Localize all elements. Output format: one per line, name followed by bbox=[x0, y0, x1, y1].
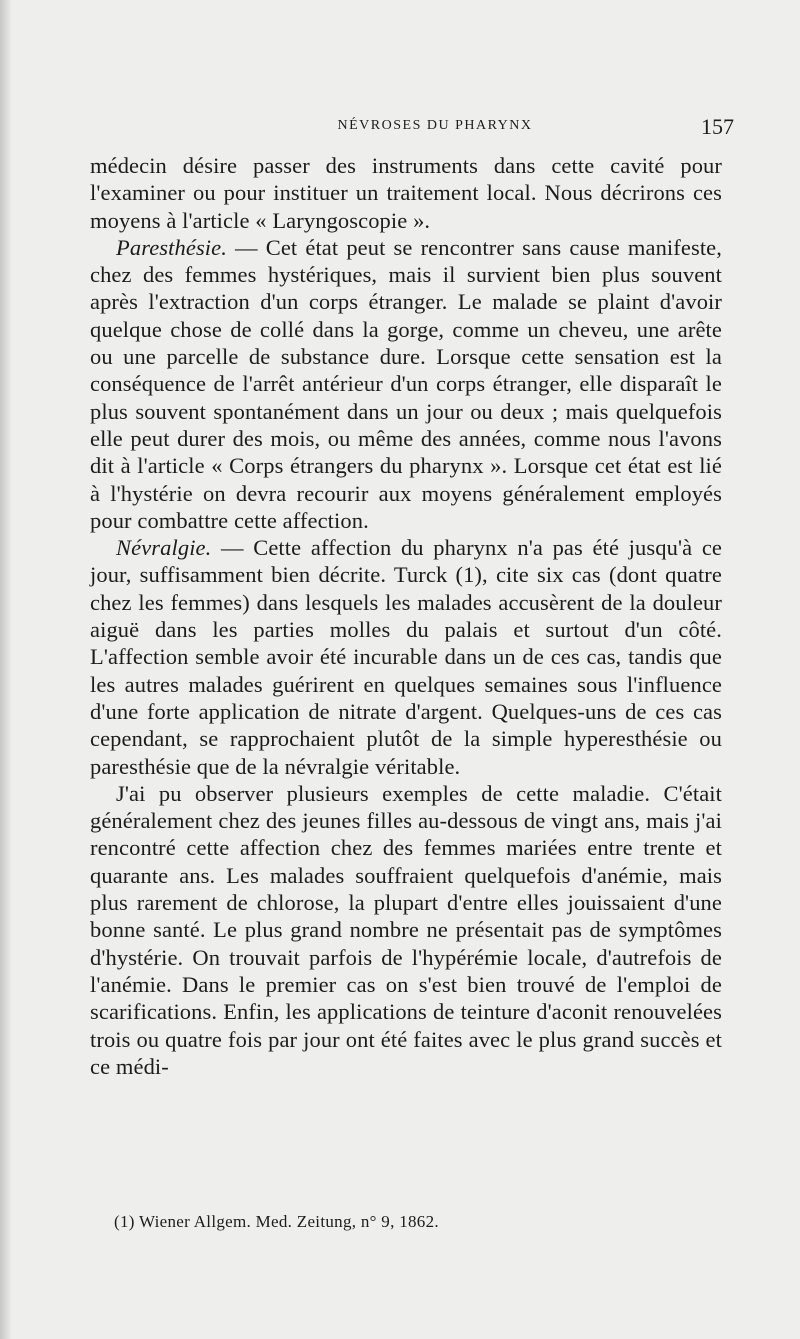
running-head-title: NÉVROSES DU PHARYNX bbox=[337, 118, 533, 133]
section-heading-nevralgie: Névralgie. bbox=[116, 535, 212, 561]
page-gutter-shadow bbox=[0, 0, 12, 1339]
paragraph-text: médecin désire passer des instruments dans cette cavité pour l'examiner ou pour instituer un traitement local. Nous décrirons ces moyens à l'article « Laryngoscopie ». bbox=[90, 153, 722, 233]
body-text bbox=[90, 152, 722, 1080]
footnote: (1) Wiener Allgem. Med. Zeitung, n° 9, 1862. bbox=[114, 1212, 439, 1231]
paragraph-text: J'ai pu observer plusieurs exemples de cette maladie. C'était généralement chez des jeunes filles au-dessous de vingt ans, mais j'ai rencontré cette affection chez des femmes mariées entre trente et quarante ans. Les malades souffraient quelquefois d'anémie, mais plus rarement de chlorose, la plupart d'entre elles jouissaient d'une bonne santé. Le plus grand nombre ne présentait pas de symptômes d'hystérie. On trouvait parfois de l'hypérémie locale, d'autrefois de l'anémie. Dans le premier cas on s'est bien trouvé de l'emploi de scarifications. Enfin, les applications de teinture d'aconit renouvelées trois ou quatre fois par jour ont été faites avec le plus grand succès et ce médi- bbox=[90, 780, 722, 1079]
paragraph-observations bbox=[90, 780, 722, 1080]
paragraph-continued bbox=[90, 152, 722, 234]
section-heading-paresthesie: Paresthésie. bbox=[116, 234, 227, 260]
paragraph-text: — Cette affection du pharynx n'a pas été jusqu'à ce jour, suffisamment bien décrite. Turck (1), cite six cas (dont quatre chez les femmes) dans lesquels les malades accusèrent de la douleur aiguë dans les parties molles du palais et surtout d'un côté. L'affection semble avoir été incurable dans un de ces cas, tandis que les autres malades guérirent en quelques semaines sous l'influence d'une forte application de nitrate d'argent. Quelques-uns de ces cas cependant, se rapprochaient plutôt de la simple hyperesthésie ou paresthésie que de la névralgie véritable. bbox=[90, 535, 722, 779]
paragraph-nevralgie bbox=[90, 534, 722, 780]
paragraph-paresthesie bbox=[90, 234, 722, 534]
running-head bbox=[90, 114, 740, 142]
paragraph-text: — Cet état peut se rencontrer sans cause manifeste, chez des femmes hystériques, mais il survient bien plus souvent après l'extraction d'un corps étranger. Le malade se plaint d'avoir quelque chose de collé dans la gorge, comme un cheveu, une arête ou une parcelle de substance dure. Lorsque cette sensation est la conséquence de l'arrêt antérieur d'un corps étranger, elle disparaît le plus souvent spontanément dans un jour ou deux ; mais quelquefois elle peut durer des mois, ou même des années, comme nous l'avons dit à l'article « Corps étrangers du pharynx ». Lorsque cet état est lié à l'hystérie on devra recourir aux moyens généralement employés pour combattre cette affection. bbox=[90, 234, 722, 533]
page-number: 157 bbox=[701, 114, 734, 139]
